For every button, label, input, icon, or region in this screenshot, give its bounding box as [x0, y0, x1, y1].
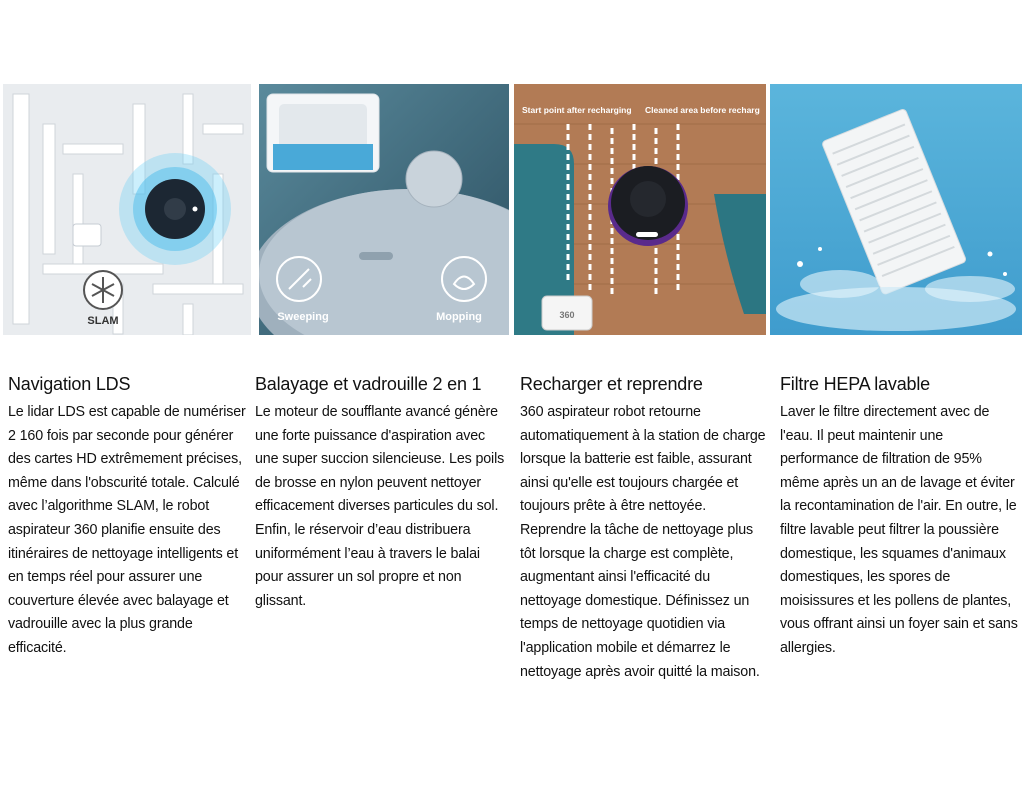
cleaned-area-label: Cleaned area before recharg — [645, 105, 760, 115]
column-filter — [780, 374, 1024, 661]
sweep-mop-title: Balayage et vadrouille 2 en 1 — [255, 374, 482, 394]
navigation-title: Navigation LDS — [8, 374, 131, 394]
navigation-image — [3, 84, 251, 335]
column-navigation — [8, 374, 248, 661]
mopping-label: Mopping — [436, 311, 482, 323]
column-recharge — [520, 374, 766, 684]
recharge-title: Recharger et reprendre — [520, 374, 703, 394]
column-sweep-mop — [255, 374, 505, 613]
sweep-mop-image — [259, 84, 509, 335]
slam-label: SLAM — [87, 315, 119, 327]
filter-body: Laver le filtre directement avec de l'eau. Il peut maintenir une performance de filtration de 95% même après un an de lavage et éviter la recontamination de l'air. En outre, le filtre lavable peut filtrer la poussière domestique, les squames d'animaux domestiques, les spores de moisissures et les pollens de plantes, vous offrant ainsi un foyer sain et sans allergies. — [780, 404, 1018, 656]
navigation-body: Le lidar LDS est capable de numériser 2 160 fois par seconde pour générer des cartes HD extrêmement précises, même dans l'obscurité totale. Calculé avec l’algorithme SLAM, le robot aspirateur 360 planifie ensuite des itinéraires de nettoyage intelligents et en temps réel pour assurer une couverture élevée avec balayage et vadrouille avec la plus grande efficacité. — [8, 404, 246, 656]
filter-image — [770, 84, 1022, 335]
sweep-mop-body: Le moteur de soufflante avancé génère une forte puissance d'aspiration avec une super succion silencieuse. Les poils de brosse en nylon peuvent nettoyer efficacement diverses particules du sol. Enfin, le réservoir d’eau distribuera uniformément l’eau à travers le balai pour assurer un sol propre et non glissant. — [255, 404, 505, 609]
sweeping-label: Sweeping — [277, 311, 329, 323]
filter-title: Filtre HEPA lavable — [780, 374, 930, 394]
brand-label: 360 — [559, 310, 575, 320]
slam-icon — [84, 271, 122, 309]
recharge-body: 360 aspirateur robot retourne automatiquement à la station de charge lorsque la batterie est faible, assurant ainsi qu'elle est toujours chargée et toujours prête à être nettoyée. Reprendre la tâche de nettoyage plus tôt lorsque la charge est complète, augmentant ainsi l'efficacité du nettoyage domestique. Définissez un temps de nettoyage quotidien via l'application mobile et démarrez le nettoyage après avoir quitté la maison. — [520, 404, 766, 680]
recharge-image — [514, 84, 766, 335]
start-point-label: Start point after recharging — [522, 105, 632, 115]
